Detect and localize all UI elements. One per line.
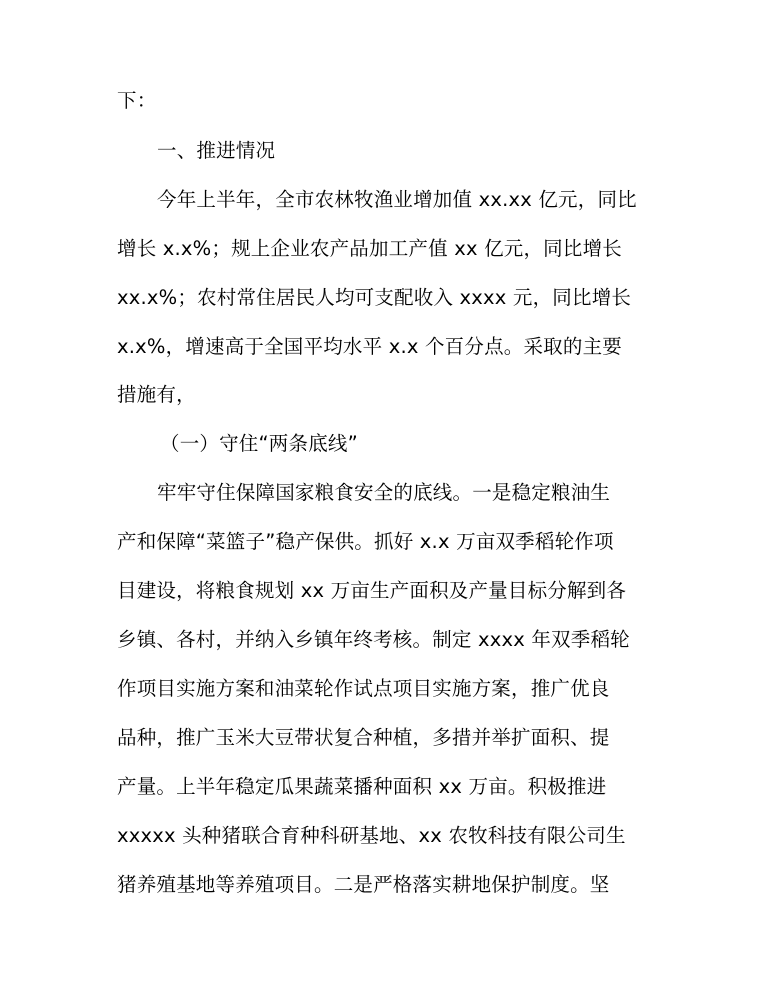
- paragraph-line: 猪养殖基地等养殖项目。二是严格落实耕地保护制度。坚: [117, 873, 610, 896]
- paragraph-line: xx.x%；农村常住居民人均可支配收入 xxxx 元，同比增长: [117, 286, 632, 309]
- paragraph-line: 目建设，将粮食规划 xx 万亩生产面积及产量目标分解到各: [117, 579, 627, 602]
- paragraph-line: 乡镇、各村，并纳入乡镇年终考核。制定 xxxx 年双季稻轮: [117, 628, 630, 651]
- section-heading: 一、推进情况: [157, 139, 276, 162]
- paragraph-line: 作项目实施方案和油菜轮作试点项目实施方案，推广优良: [117, 677, 610, 700]
- paragraph-line: xxxxx 头种猪联合育种科研基地、xx 农牧科技有限公司生: [117, 824, 626, 847]
- paragraph-line: 今年上半年，全市农林牧渔业增加值 xx.xx 亿元，同比: [157, 188, 637, 211]
- paragraph-line: 产量。上半年稳定瓜果蔬菜播种面积 xx 万亩。积极推进: [117, 775, 607, 798]
- paragraph-line: 措施有，: [117, 383, 196, 406]
- paragraph-line: 品种，推广玉米大豆带状复合种植，多措并举扩面积、提: [117, 726, 610, 749]
- subsection-heading: （一）守住“两条底线”: [160, 432, 358, 455]
- paragraph-line: 牢牢守住保障国家粮食安全的底线。一是稳定粮油生: [157, 481, 611, 504]
- paragraph-line: 产和保障“菜篮子”稳产保供。抓好 x.x 万亩双季稻轮作项: [117, 530, 614, 553]
- paragraph-line: 增长 x.x%；规上企业农产品加工产值 xx 亿元，同比增长: [117, 237, 622, 260]
- text-line-continuation: 下：: [117, 89, 157, 112]
- paragraph-line: x.x%，增速高于全国平均水平 x.x 个百分点。采取的主要: [117, 335, 622, 358]
